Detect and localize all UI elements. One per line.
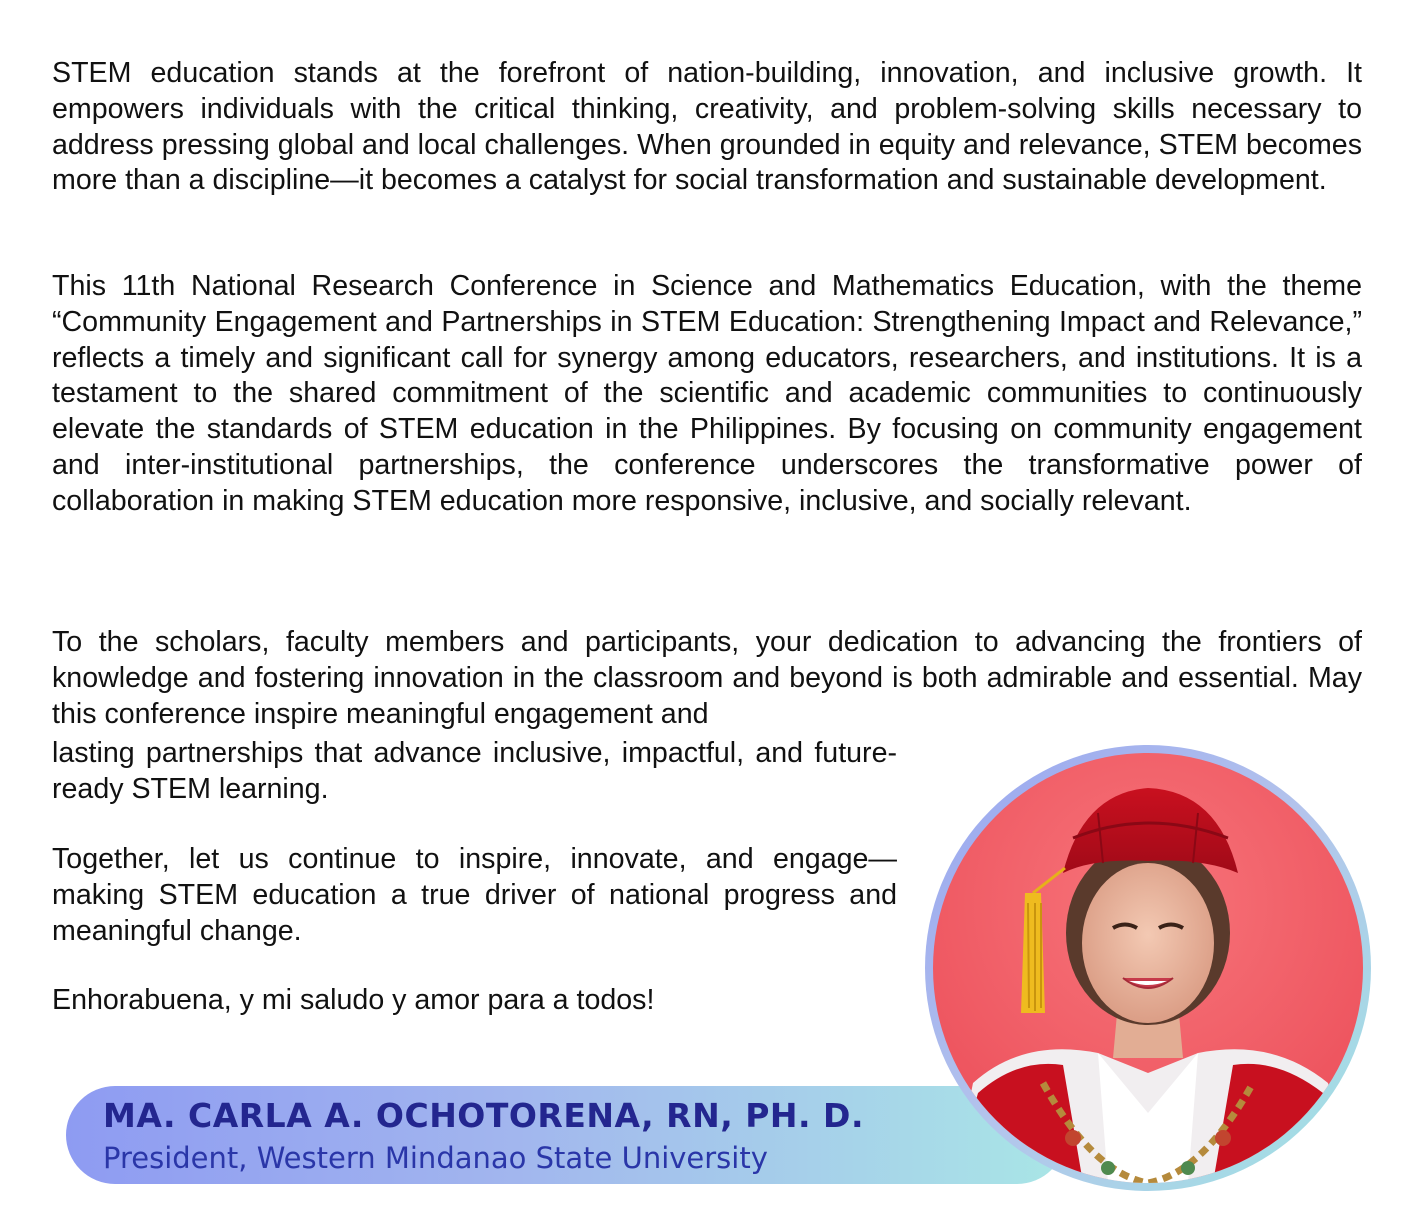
message-paragraph-4: Together, let us continue to inspire, innovate, and engage—making STEM education a true driver of national progress and meaningful change. <box>52 843 897 947</box>
signatory-title: President, Western Mindanao State University <box>103 1141 768 1175</box>
message-paragraph-1: STEM education stands at the forefront of nation-building, innovation, and inclusive growth. It empowers individuals with the critical thinking, creativity, and problem-solving skills necessary to address pressing global and local challenges. When grounded in equity and relevance, STEM becomes more than a discipline—it becomes a catalyst for social transformation and sustainable development. <box>52 57 1362 197</box>
message-closing: Enhorabuena, y mi saludo y amor para a todos! <box>52 984 655 1016</box>
message-paragraph-2: This 11th National Research Conference in Science and Mathematics Education, with the theme “Community Engagement and Partnerships in STEM Education: Strengthening Impact and Relevance,” reflects a timely and significant call for synergy among educators, researchers, and institutions. It is a testament to the shared commitment of the scientific and academic communities to continuously elevate the standards of STEM education in the Philippines. By focusing on community engagement and inter-institutional partnerships, the conference underscores the transformative power of collaboration in making STEM education more responsive, inclusive, and socially relevant. <box>52 270 1362 517</box>
portrait-photo <box>933 753 1363 1183</box>
message-paragraph-3: To the scholars, faculty members and participants, your dedication to advancing the frontiers of knowledge and fostering innovation in the classroom and beyond is both admirable and essential. May this conference inspire meaningful engagement and <box>52 626 1362 730</box>
signatory-name: MA. CARLA A. OCHOTORENA, RN, PH. D. <box>103 1096 864 1135</box>
message-paragraph-3-continued: lasting partnerships that advance inclusive, impactful, and future-ready STEM learning. <box>52 737 897 805</box>
